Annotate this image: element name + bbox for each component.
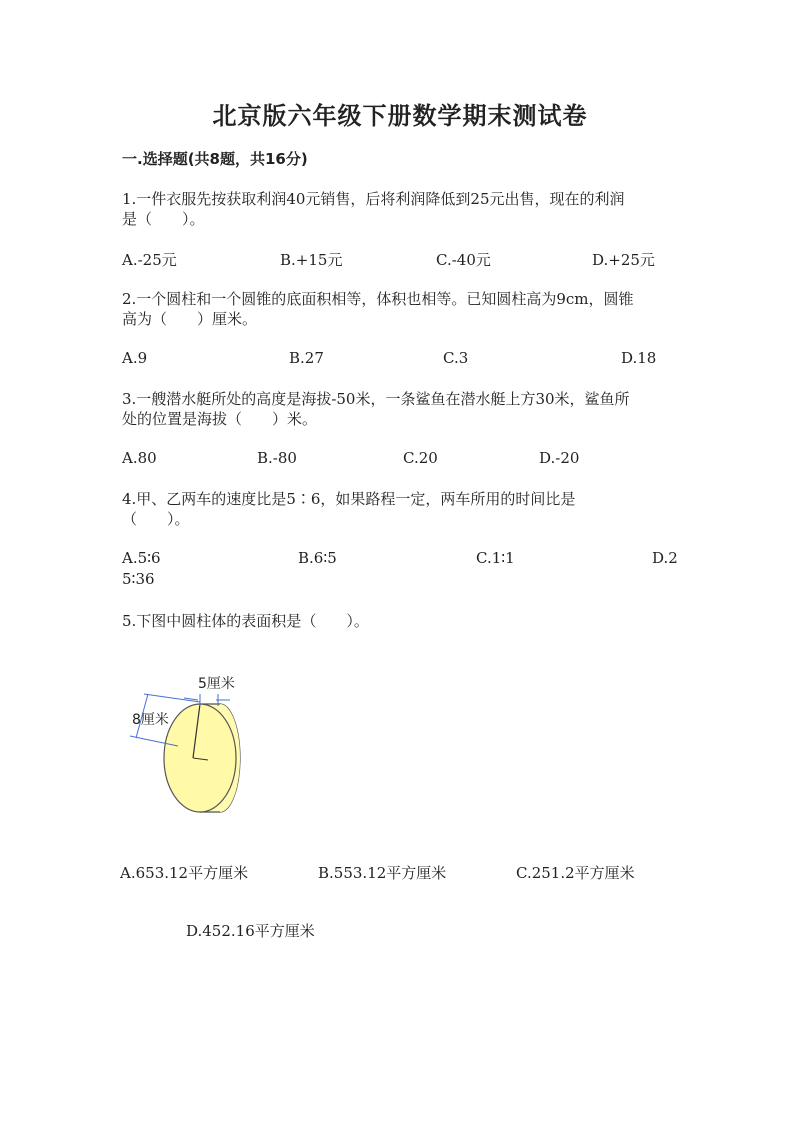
question-4-text-line1: 4.甲、乙两车的速度比是5∶6，如果路程一定，两车所用的时间比是 xyxy=(122,490,576,508)
question-3-text-line1: 3.一艘潜水艇所处的高度是海拔-50米，一条鲨鱼在潜水艇上方30米，鲨鱼所 xyxy=(122,390,630,408)
question-3-option-c[interactable]: C.20 xyxy=(403,449,438,467)
question-5-option-c[interactable]: C.251.2平方厘米 xyxy=(516,864,635,882)
question-1-text-line1: 1.一件衣服先按获取利润40元销售，后将利润降低到25元出售，现在的利润 xyxy=(122,190,625,208)
question-1-option-c[interactable]: C.-40元 xyxy=(436,251,491,269)
question-3-text-line2: 处的位置是海拔（ ）米。 xyxy=(122,410,318,428)
question-4-option-c[interactable]: C.1∶1 xyxy=(476,549,515,567)
question-5-option-b[interactable]: B.553.12平方厘米 xyxy=(318,864,447,882)
question-5-text: 5.下图中圆柱体的表面积是（ ）。 xyxy=(122,612,369,630)
cylinder-front-face xyxy=(164,704,236,812)
page-title: 北京版六年级下册数学期末测试卷 xyxy=(212,102,588,130)
question-2-option-c[interactable]: C.3 xyxy=(443,349,469,367)
radius-label: 5厘米 xyxy=(198,676,235,692)
question-4-option-d[interactable]: D.2 xyxy=(652,549,678,567)
question-1-option-a[interactable]: A.-25元 xyxy=(122,251,177,269)
question-2-text-line2: 高为（ ）厘米。 xyxy=(122,310,258,328)
height-label: 8厘米 xyxy=(132,712,169,728)
question-1-option-d[interactable]: D.+25元 xyxy=(592,251,655,269)
cylinder-figure xyxy=(120,668,260,818)
question-4-option-b[interactable]: B.6∶5 xyxy=(298,549,337,567)
question-1-option-b[interactable]: B.+15元 xyxy=(280,251,343,269)
question-2-option-d[interactable]: D.18 xyxy=(621,349,657,367)
question-4-option-d-wrap: 5∶36 xyxy=(122,570,155,588)
section-heading: 一.选择题(共8题，共16分) xyxy=(122,150,308,168)
question-4-text-line2: （ ）。 xyxy=(122,510,190,528)
question-5-option-d[interactable]: D.452.16平方厘米 xyxy=(186,922,315,940)
question-2-option-b[interactable]: B.27 xyxy=(289,349,324,367)
question-3-option-b[interactable]: B.-80 xyxy=(257,449,297,467)
question-4-option-a[interactable]: A.5∶6 xyxy=(122,549,161,567)
question-5-option-a[interactable]: A.653.12平方厘米 xyxy=(120,864,249,882)
question-3-option-d[interactable]: D.-20 xyxy=(539,449,580,467)
question-1-text-line2: 是（ ）。 xyxy=(122,210,205,228)
question-3-option-a[interactable]: A.80 xyxy=(122,449,157,467)
question-2-text-line1: 2.一个圆柱和一个圆锥的底面积相等，体积也相等。已知圆柱高为9cm，圆锥 xyxy=(122,290,634,308)
question-2-option-a[interactable]: A.9 xyxy=(122,349,148,367)
